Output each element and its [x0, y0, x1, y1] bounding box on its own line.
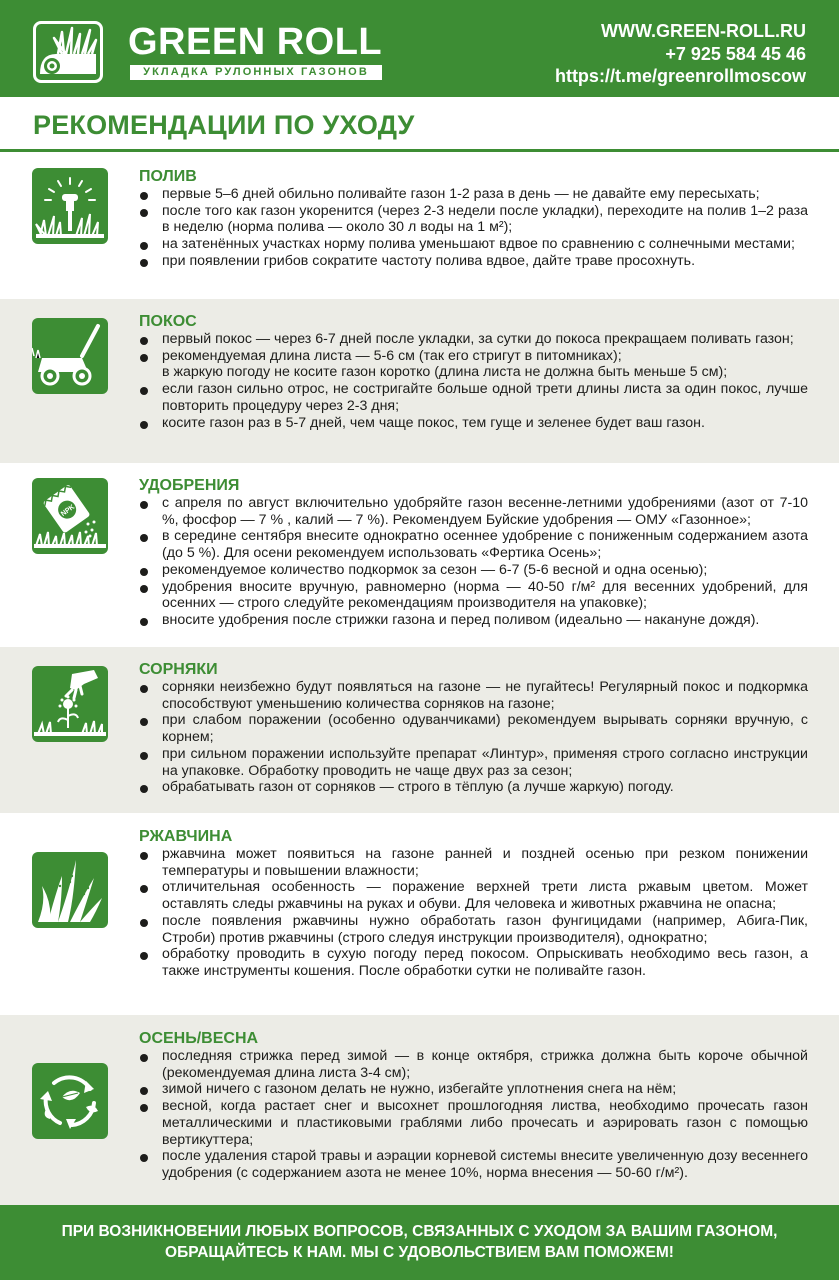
page-title: РЕКОМЕНДАЦИИ ПО УХОДУ	[33, 110, 415, 140]
list-item: рекомендуемое количество подкормок за сезон — 6-7 (5-6 весной и одна осенью);	[139, 562, 808, 579]
list-item: если газон сильно отрос, не состригайте больше одной трети длины листа за один покос, лучше повторить процедуру через 2-3 дня;	[139, 381, 808, 414]
section-autumn-spring	[0, 1015, 839, 1205]
list-item: первые 5–6 дней обильно поливайте газон 1-2 раза в день — не давайте ему пересыхать;	[139, 186, 808, 203]
section-list	[139, 846, 808, 980]
phone-link[interactable]: +7 925 584 45 46	[665, 43, 806, 64]
section-body	[139, 828, 808, 980]
list-item: зимой ничего с газоном делать не нужно, избегайте уплотнения снега на нём;	[139, 1081, 808, 1098]
list-item: косите газон раз в 5-7 дней, чем чаще покос, тем гуще и зеленее будет ваш газон.	[139, 415, 808, 432]
contacts-block	[555, 20, 806, 88]
grass-roll-logo-icon	[33, 21, 103, 83]
section-body	[139, 477, 808, 629]
list-item: вносите удобрения после стрижки газона и перед поливом (идеально — накануне дождя).	[139, 612, 808, 629]
section-mowing	[0, 299, 839, 463]
npk-label: NPK	[59, 503, 77, 518]
section-title: РЖАВЧИНА	[139, 828, 233, 845]
list-item: первый покос — через 6-7 дней после укладки, за сутки до покоса прекращаем поливать газон;	[139, 331, 808, 348]
section-title: ОСЕНЬ/ВЕСНА	[139, 1030, 259, 1047]
list-item: на затенённых участках норму полива уменьшают вдвое по сравнению с солнечными местами;	[139, 236, 808, 253]
section-weeds	[0, 647, 839, 813]
section-watering	[0, 155, 839, 299]
sprinkler-icon	[32, 168, 108, 244]
footer	[0, 1205, 839, 1280]
weed-pulling-icon	[32, 666, 108, 742]
list-item: после удаления старой травы и аэрации корневой системы внесите увеличенную дозу весеннего удобрения (с содержанием азота не менее 10%, норма внесения — 50-60 г/м²).	[139, 1148, 808, 1181]
list-item: с апреля по август включительно удобряйте газон весенне-летними удобрениями (азот от 7-10 %, фосфор — 7 % , калий — 7 %). Рекомендуем Буйские удобрения — ОМУ «Газонное»;	[139, 495, 808, 528]
season-cycle-icon	[32, 1063, 108, 1139]
lawn-mower-icon	[32, 318, 108, 394]
section-title: УДОБРЕНИЯ	[139, 477, 240, 494]
list-item: при появлении грибов сократите частоту полива вдвое, дайте траве просохнуть.	[139, 253, 808, 270]
list-item: ржавчина может появиться на газоне ранней и поздней осенью при резком понижении температуры и повышении влажности;	[139, 846, 808, 879]
title-row	[0, 97, 839, 152]
list-item: сорняки неизбежно будут появляться на газоне — не пугайтесь! Регулярный покос и подкормка способствуют уменьшению количества сорняков на газоне;	[139, 679, 808, 712]
section-body	[139, 313, 808, 431]
list-item: обрабатывать газон от сорняков — строго в тёплую (а лучше жаркую) погоду.	[139, 779, 808, 796]
list-item: последняя стрижка перед зимой — в конце октября, стрижка должна быть короче обычной (рекомендуемая длина листа 3-4 см);	[139, 1048, 808, 1081]
section-list	[139, 495, 808, 629]
grass-rust-icon	[32, 852, 108, 928]
header	[0, 0, 839, 97]
footer-line-2: ОБРАЩАЙТЕСЬ К НАМ. МЫ С УДОВОЛЬСТВИЕМ ВАМ ПОМОЖЕМ!	[165, 1244, 674, 1261]
footer-line-1: ПРИ ВОЗНИКНОВЕНИИ ЛЮБЫХ ВОПРОСОВ, СВЯЗАННЫХ С УХОДОМ ЗА ВАШИМ ГАЗОНОМ,	[61, 1223, 778, 1240]
section-list	[139, 331, 808, 431]
list-item: обработку проводить в сухую погоду перед покосом. Опрыскивать необходимо весь газон, а также инструменты кошения. После обработки сутки не поливайте газон.	[139, 946, 808, 979]
brand-subtitle: УКЛАДКА РУЛОННЫХ ГАЗОНОВ	[130, 65, 382, 80]
section-body	[139, 168, 808, 270]
list-item: при сильном поражении используйте препарат «Линтур», применяя строго согласно инструкции на упаковке. Обработку проводить не чаще двух раз за сезон;	[139, 746, 808, 779]
website-link[interactable]: WWW.GREEN-ROLL.RU	[601, 21, 806, 41]
fertilizer-bag-icon	[32, 478, 108, 554]
section-title: ПОЛИВ	[139, 168, 197, 185]
list-item: после того как газон укоренится (через 2-3 недели после укладки), переходите на полив 1–2 раза в неделю (норма полива — около 30 л воды на 1 м²);	[139, 203, 808, 236]
brand-name: GREEN ROLL	[128, 21, 383, 63]
section-fertilizers	[0, 463, 839, 647]
section-rust	[0, 813, 839, 1015]
list-item: рекомендуемая длина листа — 5-6 см (так его стригут в питомниках); в жаркую погоду не косите газон коротко (длина листа не должна быть меньше 5 см);	[139, 348, 808, 381]
section-body	[139, 661, 808, 796]
list-item: при слабом поражении (особенно одуванчиками) рекомендуем вырывать сорняки вручную, с корнем;	[139, 712, 808, 745]
section-list	[139, 679, 808, 796]
section-title: СОРНЯКИ	[139, 661, 218, 678]
section-list	[139, 186, 808, 270]
list-item: в середине сентября внесите однократно осеннее удобрение с пониженным содержанием азота (до 5 %). Для осени рекомендуем использовать «Фертика Осень»;	[139, 528, 808, 561]
section-title: ПОКОС	[139, 313, 197, 330]
list-item: отличительная особенность — поражение верхней трети листа ржавым цветом. Может оставлять следы ржавчины на руках и обуви. Для человека и животных ржавчина не опасна;	[139, 879, 808, 912]
section-list	[139, 1048, 808, 1182]
section-body	[139, 1030, 808, 1182]
telegram-link[interactable]: https://t.me/greenrollmoscow	[554, 66, 806, 86]
list-item: весной, когда растает снег и высохнет прошлогодняя листва, необходимо прочесать газон металлическими и пластиковыми граблями либо прочесать и аэрировать газон с помощью вертикуттера;	[139, 1098, 808, 1148]
list-item: после появления ржавчины нужно обработать газон фунгицидами (например, Абига-Пик, Строби) против ржавчины (строго следуя инструкции производителя), однократно;	[139, 913, 808, 946]
list-item: удобрения вносите вручную, равномерно (норма — 40-50 г/м² для весенних удобрений, для осенних — строго следуйте рекомендациям производителя на упаковке);	[139, 579, 808, 612]
